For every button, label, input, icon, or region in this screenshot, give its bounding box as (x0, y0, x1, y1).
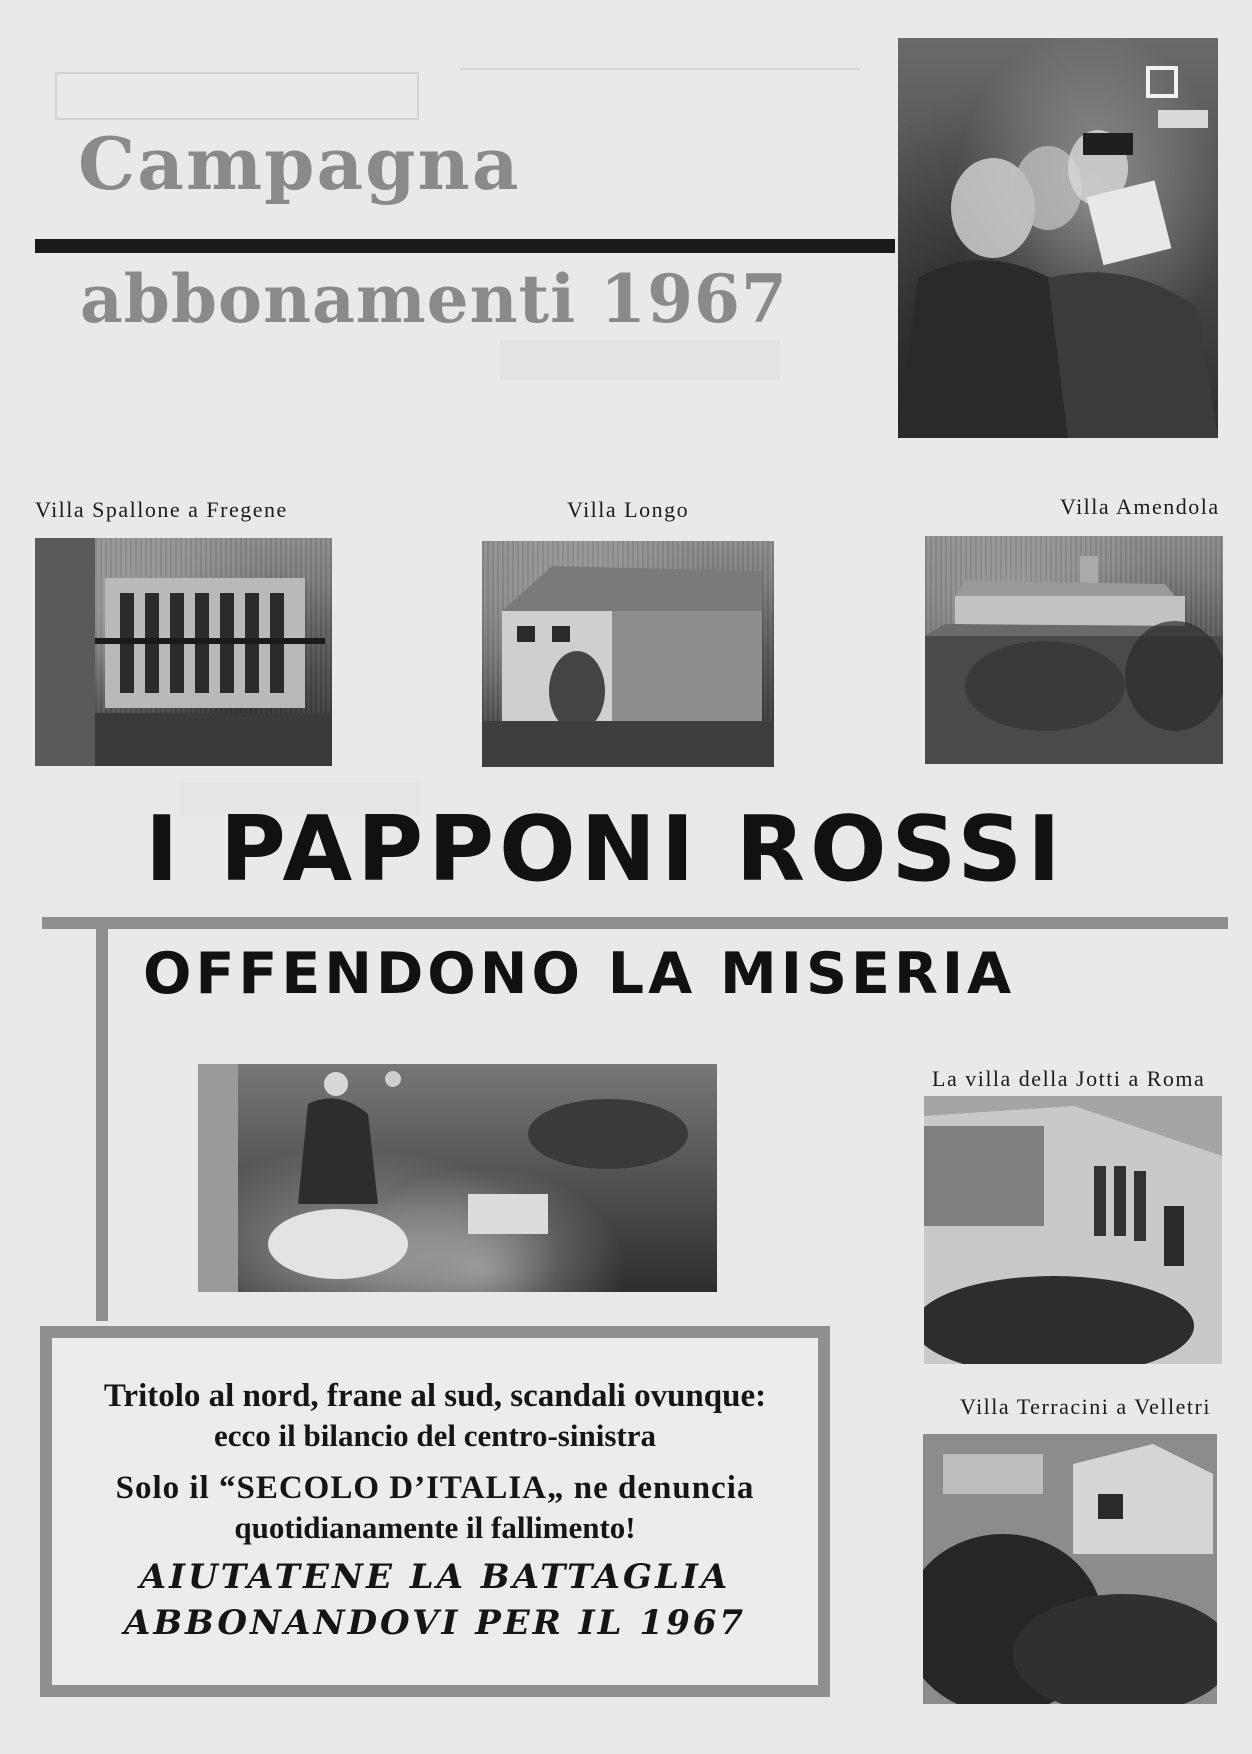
headline-main: I PAPPONI ROSSI (145, 797, 1066, 902)
appeal-cta2: ABBONANDOVI PER IL 1967 (123, 1603, 747, 1643)
appeal-line3: Solo il “SECOLO D’ITALIA„ ne denuncia (115, 1470, 755, 1506)
appeal-line4: quotidianamente il fallimento! (234, 1510, 636, 1545)
villa-terracini-photo (923, 1434, 1217, 1704)
headline-sub: OFFENDONO LA MISERIA (143, 941, 1016, 1007)
caption-villa-amendola: Villa Amendola (1060, 494, 1220, 519)
bleed-through-box (55, 72, 419, 120)
caption-villa-spallone: Villa Spallone a Fregene (35, 497, 288, 522)
building-shapes (925, 536, 1223, 764)
caption-villa-longo: Villa Longo (567, 497, 690, 522)
villa-longo-photo (482, 541, 774, 767)
caption-villa-jotti: La villa della Jotti a Roma (932, 1066, 1206, 1091)
campaign-title-line2: abbonamenti 1967 (80, 260, 788, 338)
crowd-shapes (198, 1064, 717, 1292)
crowd-photo (198, 1064, 717, 1292)
villa-amendola-photo (925, 536, 1223, 764)
appeal-line2: ecco il bilancio del centro-sinistra (214, 1418, 656, 1453)
campaign-title-line1: Campagna (78, 121, 521, 206)
top-right-photo (898, 38, 1218, 438)
campaign-rule (35, 239, 895, 253)
villa-jotti-photo (924, 1096, 1222, 1364)
building-shapes (35, 538, 332, 766)
headline-frame-left (96, 929, 108, 1321)
appeal-line1: Tritolo al nord, frane al sud, scandali ovunque: (103, 1378, 767, 1414)
villa-spallone-photo (35, 538, 332, 766)
bleed-through-box (500, 340, 780, 380)
photo-people-shapes (898, 38, 1218, 438)
appeal-box (40, 1326, 830, 1697)
building-shapes (924, 1096, 1222, 1364)
headline-frame-top (42, 917, 1228, 929)
appeal-cta1: AIUTATENE LA BATTAGLIA (139, 1557, 731, 1597)
bleed-through-box (460, 68, 860, 118)
building-shapes (482, 541, 774, 767)
building-shapes (923, 1434, 1217, 1704)
caption-villa-terracini: Villa Terracini a Velletri (960, 1394, 1211, 1419)
